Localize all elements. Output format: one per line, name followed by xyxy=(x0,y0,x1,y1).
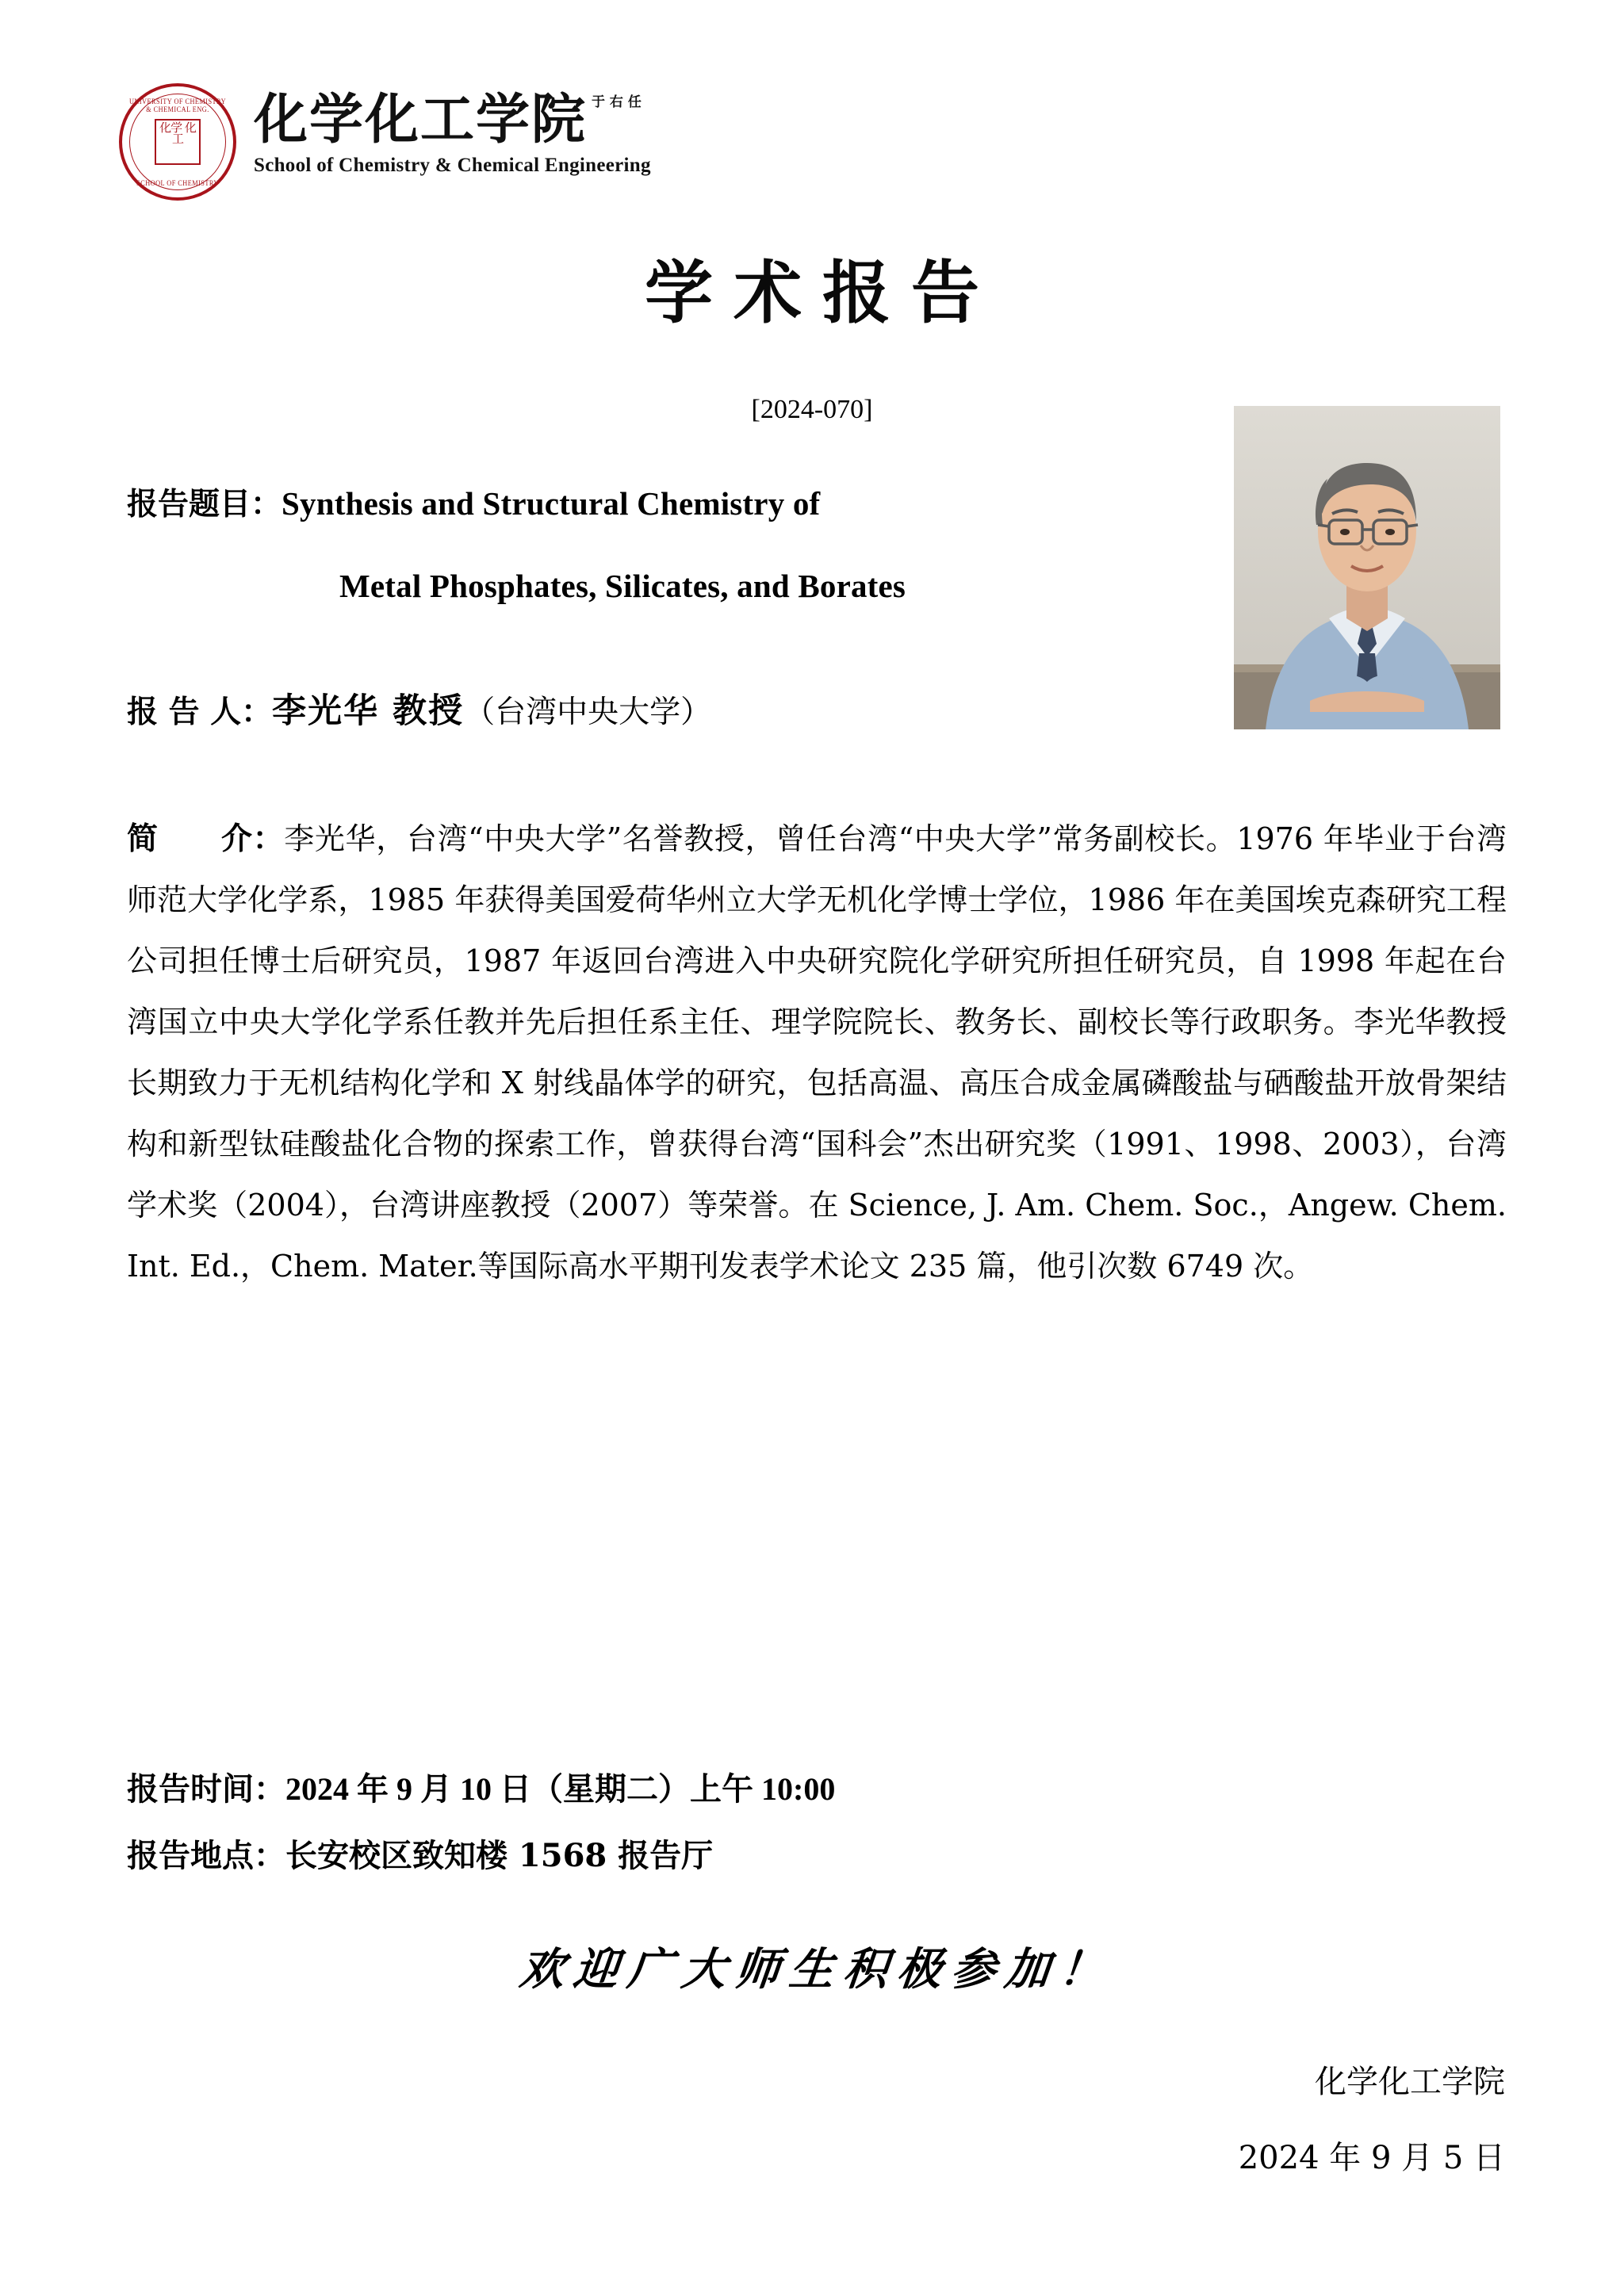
signature-date: 2024 年 9 月 5 日 xyxy=(1238,2140,1505,2176)
speaker-portrait xyxy=(1234,406,1500,729)
bio-text: 李光华，台湾“中央大学”名誉教授，曾任台湾“中央大学”常务副校长。1976 年毕业于台湾师范大学化学系，1985 年获得美国爱荷华州立大学无机化学博士学位，1986 年在美国埃克森研究工程公司担任博士后研究员，1987 年返回台湾进入中央研究院化学研究所担任研究员，自 1998 年起在台湾国立中央大学化学系任教并先后担任系主任、理学院院长、教务长、副校长等行政职务。李光华教授长期致力于无机结构化学和 X 射线晶体学的研究，包括高温、高压合成金属磷酸盐与硒酸盐开放骨架结构和新型钛硅酸盐化合物的探索工作，曾获得台湾“国科会”杰出研究奖（1991、1998、2003），台湾学术奖（2004），台湾讲座教授（2007）等荣誉。在 Science, J. Am. Chem. Soc.，Angew. Chem. Int. Ed.，Chem. Mater.等国际高水平期刊发表学术论文 235 篇，他引次数 6749 次。 xyxy=(127,821,1507,1284)
school-name-en: School of Chemistry & Chemical Engineering xyxy=(254,155,651,176)
school-name-cn-text: 化学化工学院 xyxy=(254,88,588,151)
document-number: [2024-070] xyxy=(751,395,873,424)
school-header xyxy=(119,83,651,201)
portrait-illustration xyxy=(1234,406,1500,729)
talk-title-field xyxy=(127,466,1205,631)
bio-label: 简 介： xyxy=(127,821,285,857)
school-name-cn-signature: 于 右 任 xyxy=(592,94,642,110)
speaker-label: 报 告 人： xyxy=(127,694,273,730)
event-place-value: 长安校区致知楼 1568 报告厅 xyxy=(285,1837,714,1874)
talk-title-text-2: Metal Phosphates, Silicates, and Borates xyxy=(339,568,906,604)
talk-title-label: 报告题目： xyxy=(127,486,282,522)
seal-center-text: 化学 化工 xyxy=(155,119,201,165)
seal-arc-bottom-text: SCHOOL OF CHEMISTRY xyxy=(136,179,219,187)
event-time-label: 报告时间： xyxy=(127,1770,285,1808)
event-place-label: 报告地点： xyxy=(127,1837,285,1874)
seal-arc-top-text: UNIVERSITY OF CHEMISTRY & CHEMICAL ENG. xyxy=(128,98,227,113)
event-time-value: 2024 年 9 月 10 日（星期二）上午 10:00 xyxy=(285,1771,836,1807)
page-title: 学术报告 xyxy=(645,253,1000,333)
speaker-affiliation: （台湾中央大学） xyxy=(464,695,712,730)
school-name-block xyxy=(254,83,651,177)
event-time-row xyxy=(127,1756,1507,1823)
talk-title-line-1 xyxy=(127,466,1205,549)
welcome-message: 欢迎广大师生积极参加！ xyxy=(517,1943,1116,1996)
signature-block xyxy=(1239,2044,1505,2196)
event-place-row xyxy=(127,1823,1507,1889)
speaker-name: 李光华 教授 xyxy=(272,691,465,731)
school-name-cn xyxy=(254,90,651,150)
signature-org: 化学化工学院 xyxy=(1315,2064,1505,2100)
event-details xyxy=(127,1756,1507,1889)
school-seal-icon xyxy=(119,83,236,201)
talk-title-line-2 xyxy=(127,549,1205,631)
speaker-field xyxy=(127,682,1237,748)
talk-title-text-1: Synthesis and Structural Chemistry of xyxy=(282,485,821,522)
speaker-bio xyxy=(127,809,1507,1297)
